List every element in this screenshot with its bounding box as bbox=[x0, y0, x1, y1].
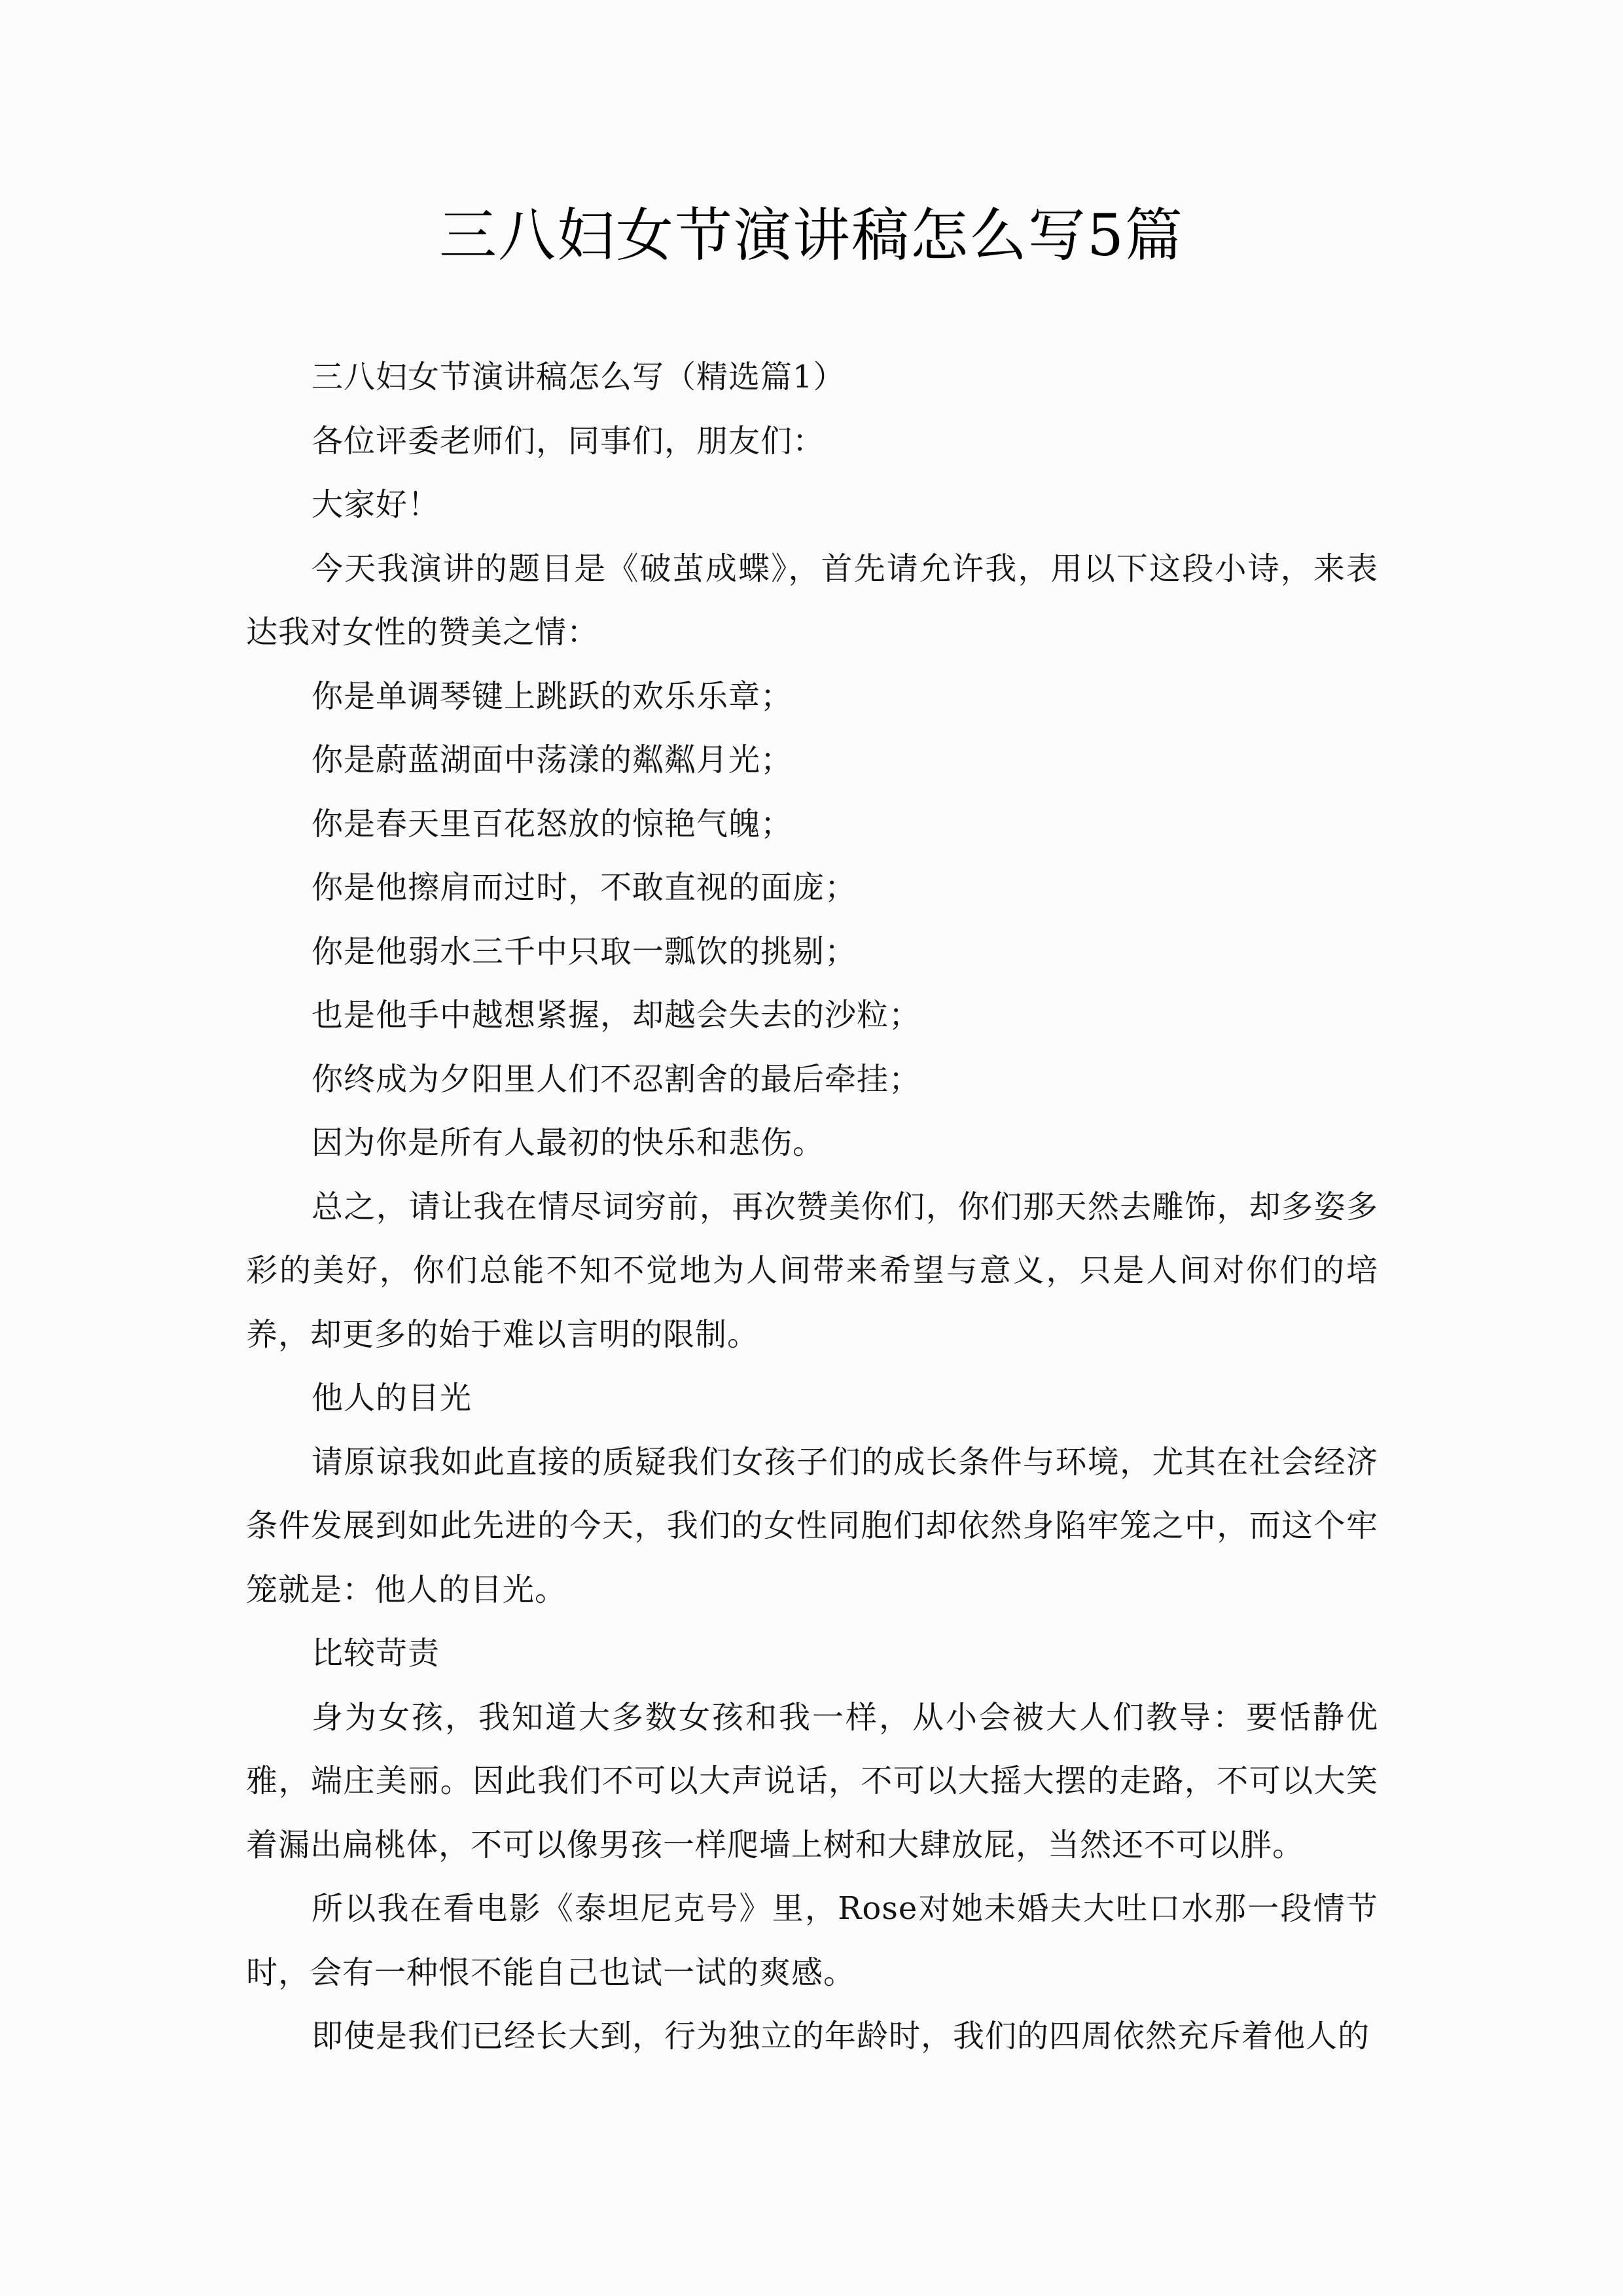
section-heading: 三八妇女节演讲稿怎么写（精选篇1） bbox=[312, 359, 846, 395]
poem-line: 你是他擦肩而过时，不敢直视的面庞； bbox=[312, 869, 857, 906]
subheading: 他人的目光 bbox=[312, 1380, 473, 1416]
paragraph: 即使是我们已经长大到，行为独立的年龄时，我们的四周依然充斥着他人的 bbox=[312, 2018, 1370, 2054]
paragraph: 身为女孩，我知道大多数女孩和我一样，从小会被大人们教导：要恬静优雅，端庄美丽。因此我们不可以大声说话，不可以大摇大摆的走路，不可以大笑着漏出扁桃体，不可以像男孩一样爬墙上树和大肆放屁，当然还不可以胖。 bbox=[246, 1698, 1378, 1863]
subheading: 比较苛责 bbox=[312, 1635, 440, 1672]
poem-line: 你是春天里百花怒放的惊艳气魄； bbox=[312, 805, 793, 842]
poem-line: 你是他弱水三千中只取一瓢饮的挑剔； bbox=[312, 933, 857, 970]
paragraph: 请原谅我如此直接的质疑我们女孩子们的成长条件与环境，尤其在社会经济条件发展到如此先进的今天，我们的女性同胞们却依然身陷牢笼之中，而这个牢笼就是：他人的目光。 bbox=[246, 1443, 1378, 1608]
poem-line: 你终成为夕阳里人们不忍割舍的最后牵挂； bbox=[312, 1060, 921, 1098]
poem-line: 你是单调琴键上跳跃的欢乐乐章； bbox=[312, 677, 793, 715]
poem-line: 也是他手中越想紧握，却越会失去的沙粒； bbox=[312, 997, 921, 1033]
poem-line: 你是蔚蓝湖面中荡漾的粼粼月光； bbox=[312, 742, 793, 778]
greeting: 大家好！ bbox=[312, 486, 440, 523]
paragraph: 总之，请让我在情尽词穷前，再次赞美你们，你们那天然去雕饰，却多姿多彩的美好，你们总能不知不觉地为人间带来希望与意义，只是人间对你们的培养，却更多的始于难以言明的限制。 bbox=[246, 1188, 1378, 1353]
document-body bbox=[246, 346, 1378, 2069]
poem-line: 因为你是所有人最初的快乐和悲伤。 bbox=[312, 1124, 825, 1161]
paragraph: 今天我演讲的题目是《破茧成蝶》，首先请允许我，用以下这段小诗，来表达我对女性的赞美之情： bbox=[246, 550, 1378, 651]
paragraph: 所以我在看电影《泰坦尼克号》里，Rose对她未婚夫大吐口水那一段情节时，会有一种恨不能自己也试一试的爽感。 bbox=[246, 1890, 1378, 1991]
document-title: 三八妇女节演讲稿怎么写5篇 bbox=[439, 202, 1184, 269]
salutation: 各位评委老师们，同事们，朋友们： bbox=[312, 422, 825, 459]
